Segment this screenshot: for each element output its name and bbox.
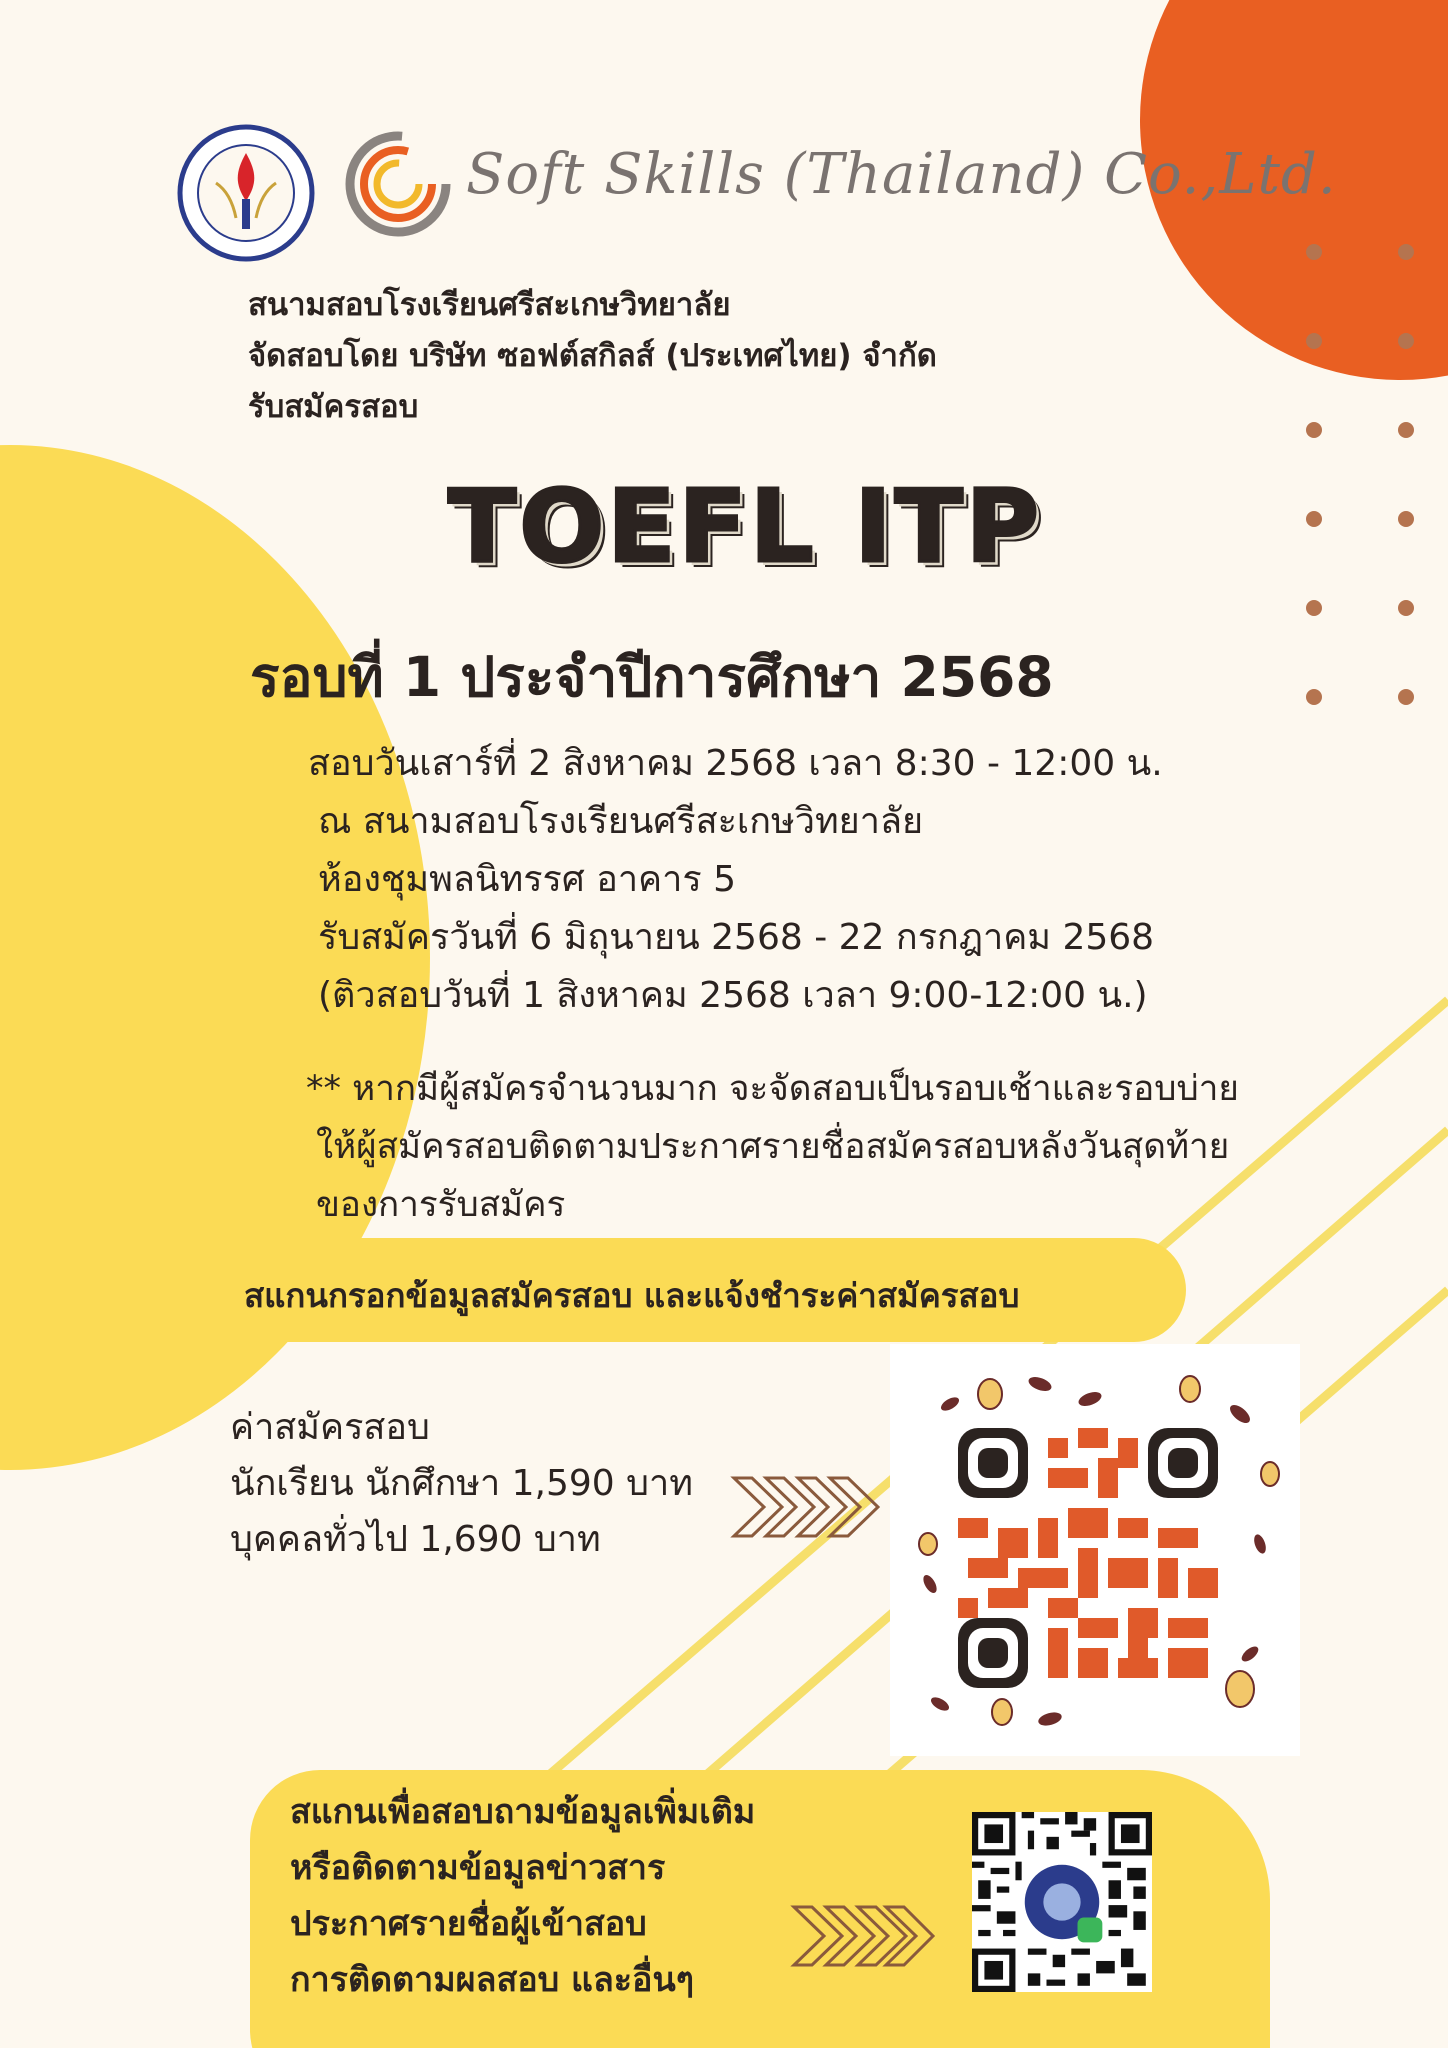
exam-date: สอบวันเสาร์ที่ 2 สิงหาคม 2568 เวลา 8:30 - 12:00 น. <box>308 743 1163 784</box>
scan-register-label: สแกนกรอกข้อมูลสมัครสอบ และแจ้งชำระค่าสมัครสอบ <box>244 1276 1020 1315</box>
info-line-3: ประกาศรายชื่อผู้เข้าสอบ <box>290 1904 647 1944</box>
chevron-arrows-icon <box>730 1474 880 1540</box>
school-seal-logo <box>176 123 316 263</box>
dot-grid-decoration <box>1300 244 1420 714</box>
info-line-2: หรือติดตามข้อมูลข่าวสาร <box>290 1848 666 1888</box>
tutoring-date: (ติวสอบวันที่ 1 สิงหาคม 2568 เวลา 9:00-12:00 น.) <box>318 975 1148 1016</box>
intro-registration: รับสมัครสอบ <box>248 389 419 425</box>
registration-qr-code[interactable] <box>958 1428 1218 1688</box>
info-block <box>290 1784 755 2008</box>
fee-heading: ค่าสมัครสอบ <box>230 1407 430 1448</box>
notice-line-1: ** หากมีผู้สมัครจำนวนมาก จะจัดสอบเป็นรอบเช้าและรอบบ่าย <box>306 1069 1239 1109</box>
round-heading: รอบที่ 1 ประจำปีการศึกษา 2568 <box>250 645 1054 709</box>
fee-student: นักเรียน นักศึกษา 1,590 บาท <box>230 1463 693 1504</box>
chevron-arrows-icon <box>790 1903 935 1969</box>
notice-line-2: ให้ผู้สมัครสอบติดตามประกาศรายชื่อสมัครสอบหลังวันสุดท้าย <box>316 1127 1230 1167</box>
exam-title: TOEFL ITP <box>448 468 1043 585</box>
fee-general: บุคคลทั่วไป 1,690 บาท <box>230 1519 601 1560</box>
exam-details <box>308 735 1163 1025</box>
intro-block <box>248 280 937 433</box>
intro-organizer: จัดสอบโดย บริษัท ซอฟต์สกิลส์ (ประเทศไทย) จำกัด <box>248 338 937 374</box>
registration-period: รับสมัครวันที่ 6 มิถุนายน 2568 - 22 กรกฎาคม 2568 <box>318 917 1155 958</box>
soft-skills-ring-logo <box>344 130 452 238</box>
info-line-1: สแกนเพื่อสอบถามข้อมูลเพิ่มเติม <box>290 1792 756 1832</box>
info-line-4: การติดตามผลสอบ และอื่นๆ <box>290 1960 694 2000</box>
company-wordmark: Soft Skills (Thailand) Co.,Ltd. <box>466 142 1337 207</box>
fee-block <box>230 1400 693 1568</box>
exam-room: ห้องชุมพลนิทรรศ อาคาร 5 <box>318 859 737 900</box>
exam-venue: ณ สนามสอบโรงเรียนศรีสะเกษวิทยาลัย <box>318 801 924 842</box>
line-qr-code[interactable] <box>972 1812 1152 1992</box>
notice-line-3: ของการรับสมัคร <box>316 1185 566 1225</box>
intro-venue: สนามสอบโรงเรียนศรีสะเกษวิทยาลัย <box>248 287 731 323</box>
notice-block <box>306 1060 1239 1234</box>
